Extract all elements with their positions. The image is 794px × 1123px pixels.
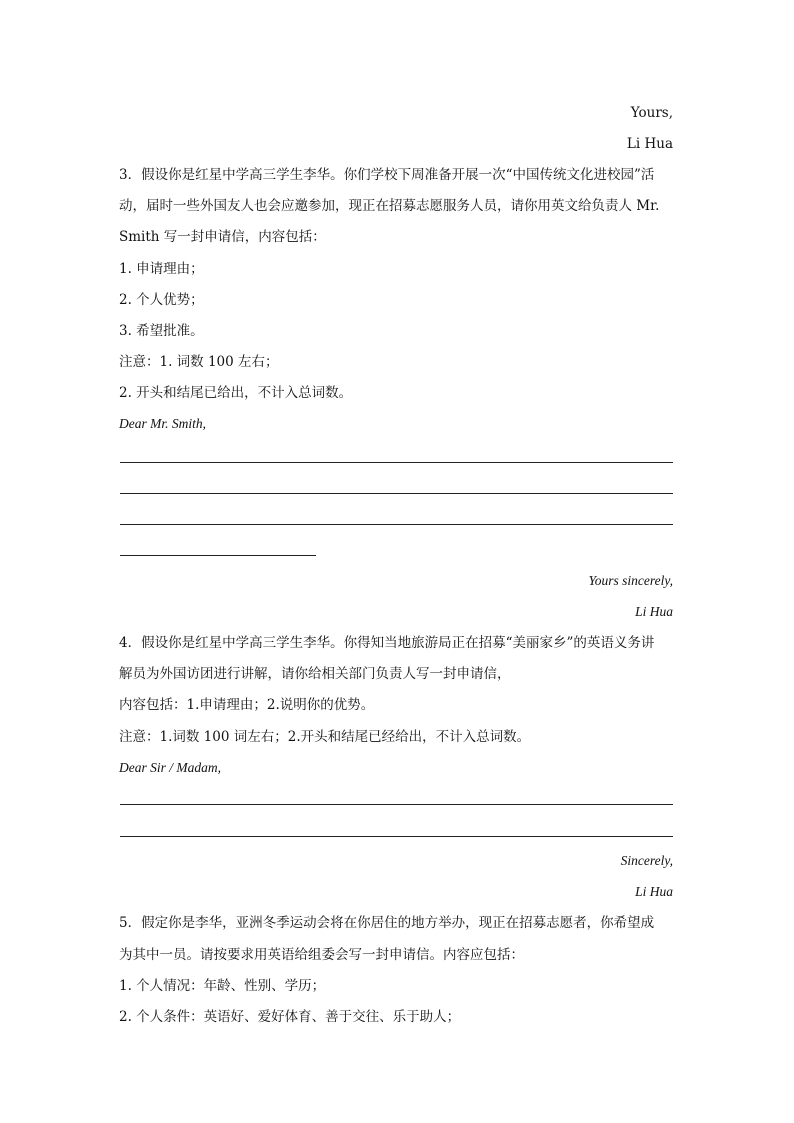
- q3-item-2: 2. 个人优势；: [119, 292, 204, 308]
- q5-item-2: 2. 个人条件：英语好、爱好体育、善于交往、乐于助人；: [119, 1009, 461, 1025]
- answer-line[interactable]: [120, 804, 673, 805]
- q4-greeting: Dear Sir / Madam,: [119, 760, 221, 775]
- q4-prompt-line-2: 解员为外国访团进行讲解，请你给相关部门负责人写一封申请信，: [119, 666, 511, 682]
- answer-line[interactable]: [120, 524, 673, 525]
- q3-item-1: 1. 申请理由；: [119, 261, 204, 277]
- q4-signature: Li Hua: [635, 884, 673, 899]
- q3-closing: Yours sincerely,: [588, 573, 673, 588]
- q3-prompt-line-1: 3．假设你是红星中学高三学生李华。你们学校下周准备开展一次“中国传统文化进校园”活: [119, 167, 655, 183]
- q3-greeting: Dear Mr. Smith,: [119, 416, 206, 431]
- q3-prompt-line-3: Smith 写一封申请信，内容包括：: [119, 229, 326, 245]
- answer-line[interactable]: [120, 836, 673, 837]
- q4-closing: Sincerely,: [620, 853, 673, 868]
- q5-prompt-line-2: 为其中一员。请按要求用英语给组委会写一封申请信。内容应包括：: [119, 947, 524, 963]
- q4-prompt-line-3: 内容包括：1.申请理由；2.说明你的优势。: [119, 697, 375, 713]
- answer-line[interactable]: [120, 462, 673, 463]
- q3-prompt-line-2: 动，届时一些外国友人也会应邀参加，现正在招募志愿服务人员，请你用英文给负责人 Mr.: [119, 198, 660, 214]
- q5-item-1: 1. 个人情况：年龄、性别、学历；: [119, 978, 326, 994]
- q5-prompt-line-1: 5．假定你是李华，亚洲冬季运动会将在你居住的地方举办，现正在招募志愿者，你希望成: [119, 915, 655, 931]
- q3-item-3: 3. 希望批准。: [119, 323, 204, 339]
- q4-note: 注意：1.词数 100 词左右；2.开头和结尾已经给出，不计入总词数。: [119, 729, 531, 745]
- answer-line-short[interactable]: [120, 555, 316, 556]
- q3-signature: Li Hua: [635, 604, 673, 619]
- q4-prompt-line-1: 4．假设你是红星中学高三学生李华。你得知当地旅游局正在招募“美丽家乡”的英语义务讲: [119, 635, 655, 651]
- closing-yours: Yours,: [630, 105, 673, 121]
- q3-note-2: 2. 开头和结尾已给出，不计入总词数。: [119, 385, 353, 401]
- q3-note-1: 注意：1. 词数 100 左右；: [119, 354, 279, 370]
- signature-li-hua: Li Hua: [626, 136, 673, 152]
- answer-line[interactable]: [120, 493, 673, 494]
